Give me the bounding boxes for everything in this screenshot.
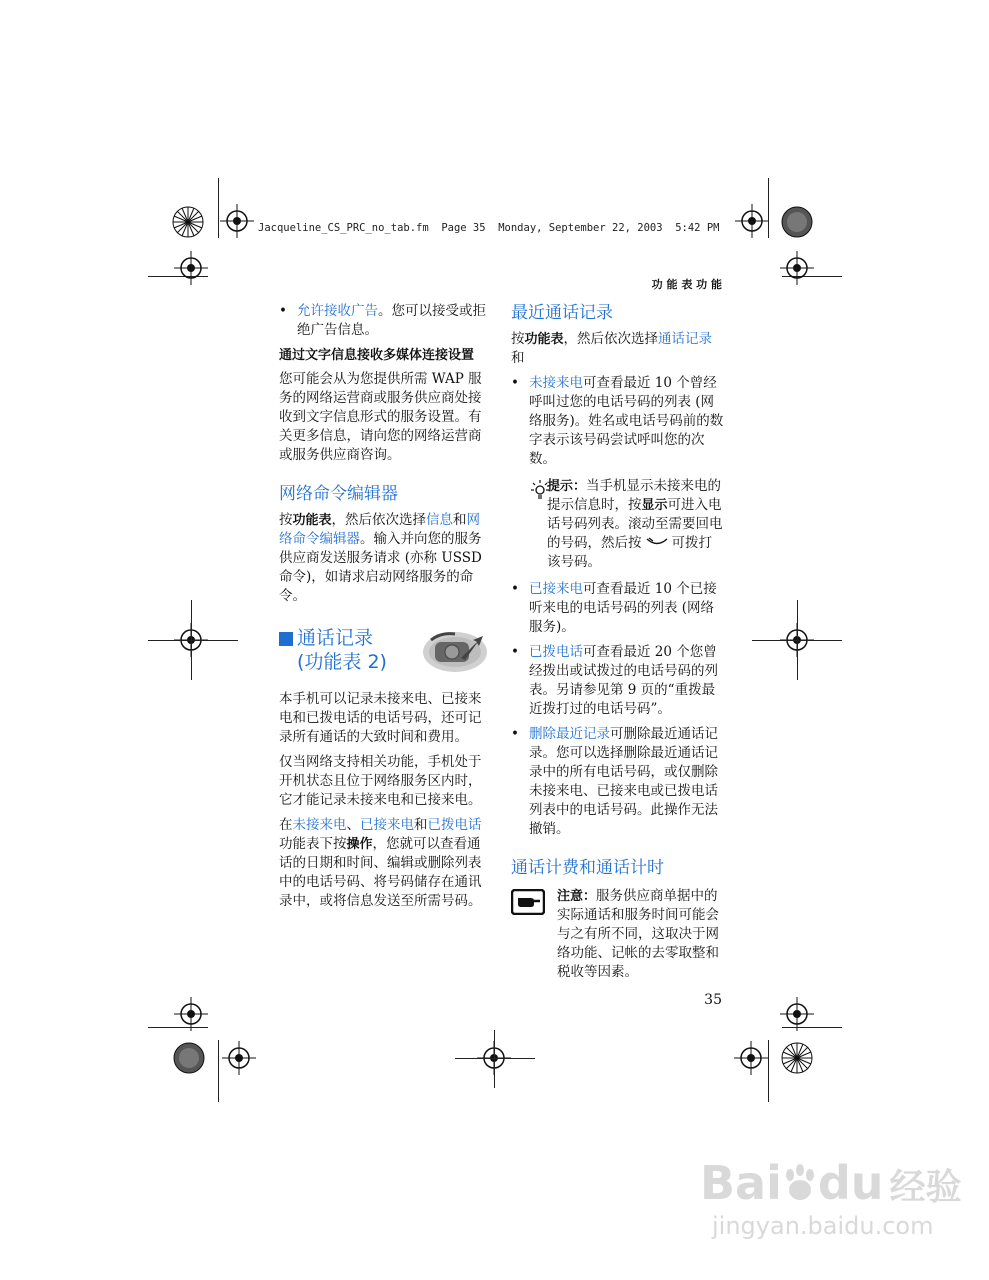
- link-call-register[interactable]: 通话记录: [658, 331, 713, 347]
- link-missed-calls[interactable]: 未接来电: [292, 817, 347, 833]
- link-allow-ads[interactable]: 允许接收广告: [297, 303, 378, 319]
- list-item: • 允许接收广告。您可以接受或拒绝广告信息。: [279, 302, 491, 340]
- chapter-title: 通话记录: [297, 627, 374, 649]
- right-column: [511, 302, 725, 982]
- paragraph: 按功能表，然后依次选择信息和网络命令编辑器。输入并向您的服务供应商发送服务请求 (亦称 USSD 命令)，如请求启动网络服务的命令。: [279, 512, 482, 604]
- paragraph: 本手机可以记录未接来电、已接来电和已拨电话的电话号码，还可记录所有通话的大致时间和费用。: [279, 691, 482, 745]
- section-title: 最近通话记录: [511, 303, 613, 323]
- paragraph: 仅当网络支持相关功能，手机处于开机状态且位于网络服务区内时，它才能记录未接来电和已接来电。: [279, 754, 482, 808]
- registration-mark-icon: [222, 1041, 256, 1075]
- paragraph: 在未接来电、已接来电和已拨电话功能表下按操作，您就可以查看通话的日期和时间、编辑或删除列表中的电话号码、将号码储存在通讯录中，或将信息发送至所需号码。: [279, 817, 482, 909]
- link-dialed-numbers[interactable]: 已拨电话: [427, 817, 482, 833]
- registration-mark-icon: [735, 204, 769, 238]
- paragraph: 按功能表，然后依次选择通话记录和: [511, 331, 713, 366]
- call-key-icon: [645, 536, 669, 548]
- registration-mark-icon: [174, 997, 208, 1031]
- list-item: • 已接来电可查看最近 10 个已接听来电的电话号码的列表 (网络服务)。: [511, 580, 725, 637]
- lightbulb-icon: [529, 479, 551, 501]
- list-item: • 未接来电可查看最近 10 个曾经呼叫过您的电话号码的列表 (网络服务)。姓名或电话号码前的数字表示该号码尝试呼叫您的次数。: [511, 374, 725, 469]
- list-item: • 已拨电话可查看最近 20 个您曾经拨出或试拨过的电话号码的列表。另请参见第 9 页的“重拨最近拨打过的电话号码”。: [511, 643, 725, 719]
- square-bullet-icon: [279, 632, 293, 646]
- note-hand-icon: [511, 889, 545, 915]
- link-missed-calls[interactable]: 未接来电: [529, 375, 583, 391]
- link-messages[interactable]: 信息: [426, 512, 454, 528]
- note-box: 注意：服务供应商单据中的实际通话和服务时间可能会与之有所不同，这取决于网络功能、记帐的去零取整和税收等因素。: [511, 887, 725, 982]
- file-info-line: Jacqueline_CS_PRC_no_tab.fm Page 35 Monday, September 22, 2003 5:42 PM: [258, 222, 720, 234]
- subheading: 通过文字信息接收多媒体连接设置: [279, 348, 475, 363]
- registration-mark-icon: [780, 997, 814, 1031]
- registration-mark-icon: [780, 251, 814, 285]
- starburst-mark-icon: [780, 1041, 814, 1075]
- registration-mark-icon: [220, 204, 254, 238]
- link-service-command-editor[interactable]: 网络命令编辑器: [279, 512, 481, 547]
- left-column: [279, 302, 491, 911]
- link-dialed-numbers[interactable]: 已拨电话: [529, 644, 583, 660]
- chapter-heading: [279, 626, 491, 684]
- page-number: 35: [704, 992, 722, 1008]
- link-delete-recent-lists[interactable]: 删除最近记录: [529, 726, 610, 742]
- paw-logo-icon: [782, 1163, 818, 1203]
- call-log-icon: [421, 628, 489, 674]
- starburst-mark-icon: [171, 205, 205, 239]
- chapter-subtitle: (功能表 2): [297, 651, 387, 673]
- section-title: 通话计费和通话计时: [511, 858, 664, 878]
- section-title: 网络命令编辑器: [279, 484, 398, 504]
- list-item: • 删除最近记录可删除最近通话记录。您可以选择删除最近通话记录中的所有电话号码，或仅删除未接来电、已接来电或已拨电话列表中的电话号码。此操作无法撤销。: [511, 725, 725, 839]
- registration-mark-icon: [174, 251, 208, 285]
- registration-mark-icon: [734, 1041, 768, 1075]
- gray-disc-mark-icon: [172, 1041, 206, 1075]
- link-received-calls[interactable]: 已接来电: [360, 817, 414, 833]
- running-head: 功 能 表 功 能: [651, 278, 722, 291]
- link-received-calls[interactable]: 已接来电: [529, 581, 583, 597]
- tip-box: 提示：当手机显示未接来电的提示信息时，按显示可进入电话号码列表。滚动至需要回电的号码，然后按 可拨打该号码。: [511, 477, 725, 572]
- gray-disc-mark-icon: [780, 205, 814, 239]
- paragraph: 您可能会从为您提供所需 WAP 服务的网络运营商或服务供应商处接收到文字信息形式的服务设置。有关更多信息，请向您的网络运营商或服务供应商咨询。: [279, 371, 482, 463]
